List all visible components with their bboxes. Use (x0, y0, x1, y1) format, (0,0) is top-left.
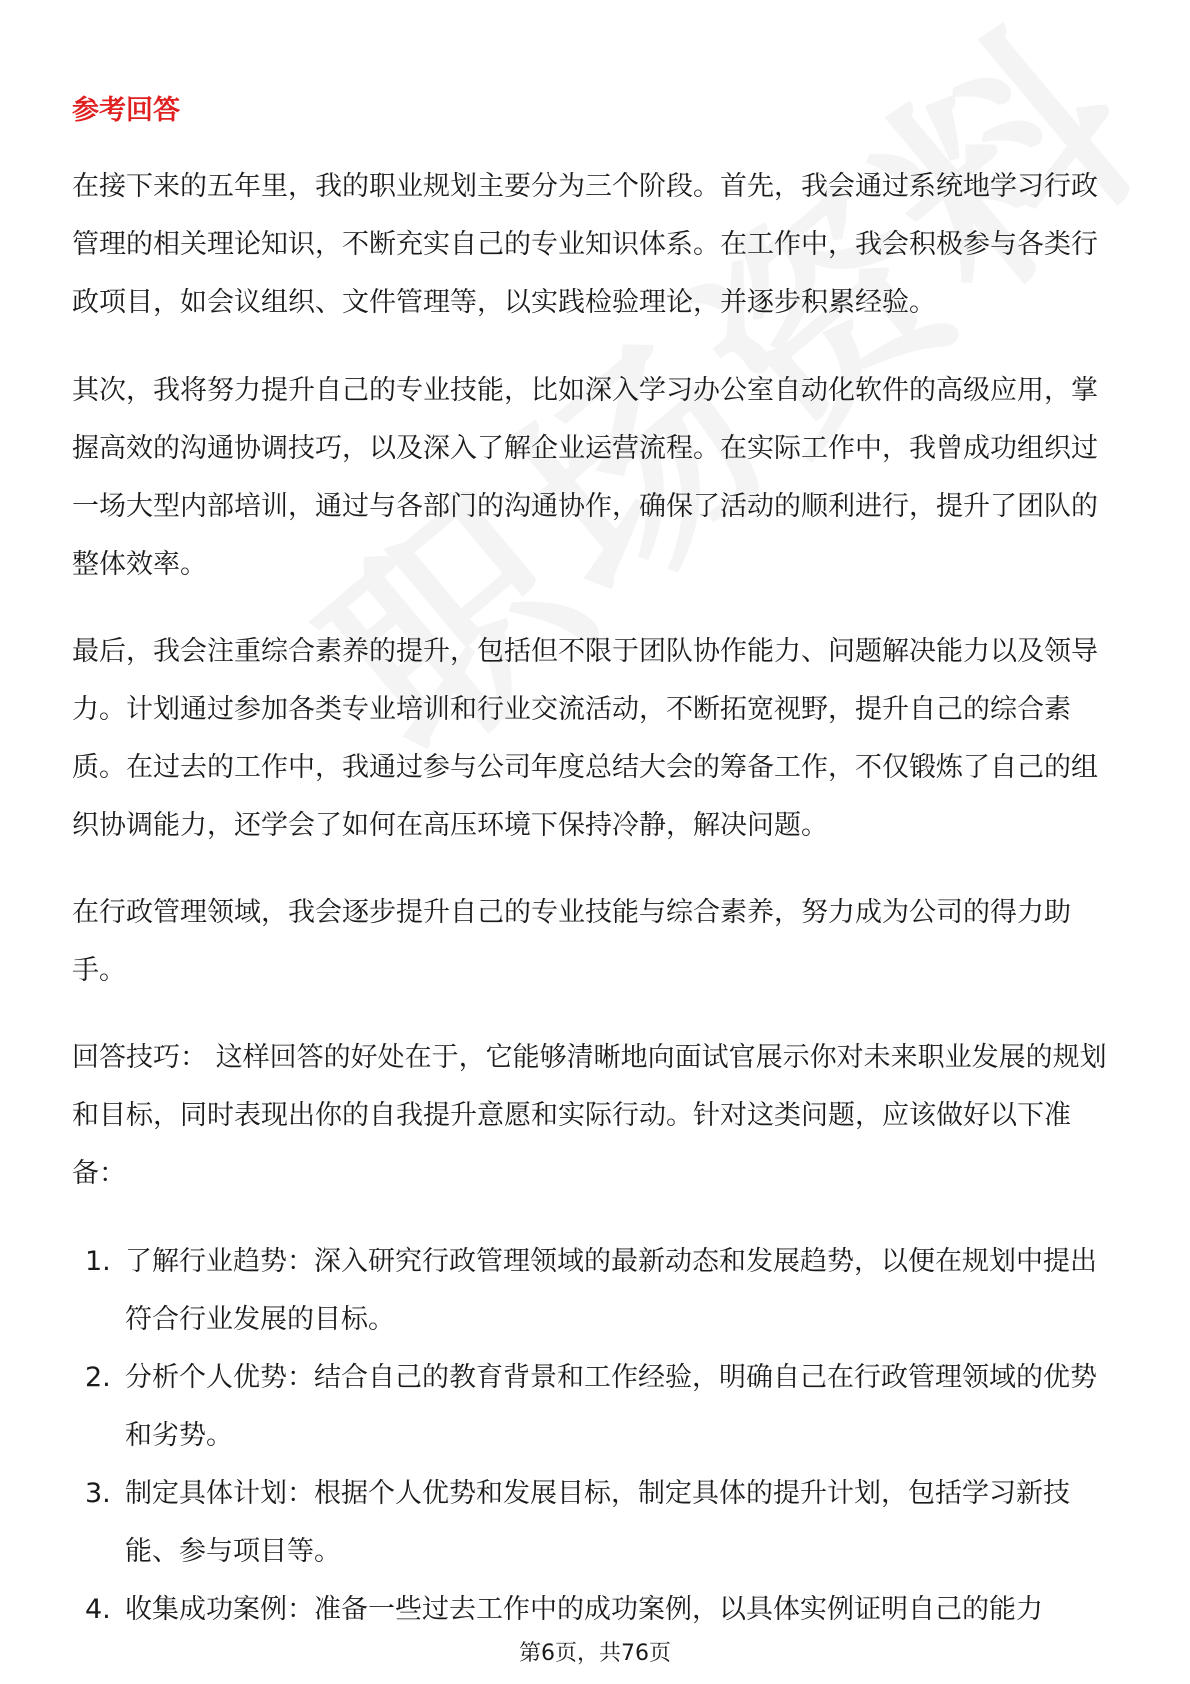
paragraph-3: 最后，我会注重综合素养的提升，包括但不限于团队协作能力、问题解决能力以及领导力。计划通过参加各类专业培训和行业交流活动，不断拓宽视野，提升自己的综合素质。在过去的工作中，我通过参与公司年度总结大会的筹备工作，不仅锻炼了自己的组织协调能力，还学会了如何在高压环境下保持冷静，解决问题。 (72, 636, 1098, 841)
paragraph-tips: 回答技巧： 这样回答的好处在于，它能够清晰地向面试官展示你对未来职业发展的规划和目标，同时表现出你的自我提升意愿和实际行动。针对这类问题，应该做好以下准备： (72, 1042, 1107, 1189)
list-item-number: 1. (85, 1246, 111, 1277)
paragraph-2: 其次，我将努力提升自己的专业技能，比如深入学习办公室自动化软件的高级应用，掌握高效的沟通协调技巧，以及深入了解企业运营流程。在实际工作中，我曾成功组织过一场大型内部培训，通过与各部门的沟通协作，确保了活动的顺利进行，提升了团队的整体效率。 (72, 375, 1098, 580)
list-item-text: 分析个人优势：结合自己的教育背景和工作经验，明确自己在行政管理领域的优势和劣势。 (125, 1362, 1097, 1451)
list-item-number: 3. (85, 1478, 111, 1509)
list-item-text: 收集成功案例：准备一些过去工作中的成功案例，以具体实例证明自己的能力 (125, 1594, 1043, 1625)
page-number-footer: 第6页，共76页 (519, 1641, 671, 1666)
paragraph-4: 在行政管理领域，我会逐步提升自己的专业技能与综合素养，努力成为公司的得力助手。 (72, 897, 1071, 986)
paragraph-1: 在接下来的五年里，我的职业规划主要分为三个阶段。首先，我会通过系统地学习行政管理的相关理论知识，不断充实自己的专业知识体系。在工作中，我会积极参与各类行政项目，如会议组织、文件管理等，以实践检验理论，并逐步积累经验。 (72, 171, 1098, 318)
list-item-number: 4. (85, 1594, 111, 1625)
list-item (72, 1233, 1118, 1349)
list-item-text: 了解行业趋势：深入研究行政管理领域的最新动态和发展趋势，以便在规划中提出符合行业发展的目标。 (125, 1246, 1097, 1335)
list-item (72, 1465, 1118, 1581)
list-item-text: 制定具体计划：根据个人优势和发展目标，制定具体的提升计划，包括学习新技能、参与项目等。 (125, 1478, 1070, 1567)
preparation-list (72, 1233, 1118, 1639)
list-item-number: 2. (85, 1362, 111, 1393)
section-heading: 参考回答 (72, 95, 180, 126)
list-item (72, 1581, 1118, 1639)
list-item (72, 1349, 1118, 1465)
